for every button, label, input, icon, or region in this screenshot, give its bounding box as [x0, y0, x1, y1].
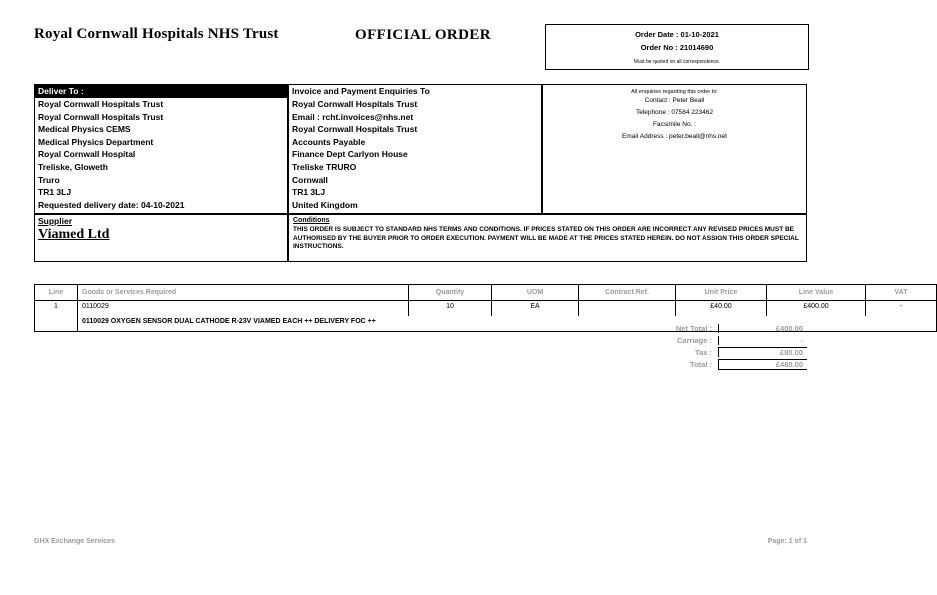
enquiries-email: Email Address : peter.beall@nhs.net — [622, 133, 727, 140]
invoice-line: Treliske TRURO — [292, 161, 357, 172]
deliver-to-line: Treliske, Gloweth — [38, 161, 108, 172]
deliver-to-line: TR1 3LJ — [38, 187, 72, 198]
cell-goods: 0110029 — [78, 301, 409, 317]
carriage-value: - — [718, 336, 807, 345]
totals-row-tax — [620, 346, 807, 358]
deliver-to-line: Truro — [38, 174, 60, 185]
cell-vat: - — [866, 301, 937, 317]
column-header-line-value: Line Value — [767, 285, 866, 301]
totals-row-carriage — [620, 334, 807, 346]
deliver-to-heading: Deliver To : — [35, 85, 287, 98]
cell-quantity: 10 — [409, 301, 492, 317]
cell-uom: EA — [492, 301, 579, 317]
carriage-label: Carriage : — [676, 335, 712, 345]
conditions-block — [288, 214, 807, 262]
total-label: Total : — [690, 359, 712, 369]
totals-row-net — [620, 322, 807, 334]
cell-line: 1 — [35, 301, 78, 317]
deliver-to-line: Royal Cornwall Hospitals Trust — [38, 111, 164, 122]
conditions-heading: Conditions — [293, 217, 330, 224]
cell-line-value: £400.00 — [767, 301, 866, 317]
invoice-line: Royal Cornwall Hospitals Trust — [292, 99, 418, 109]
total-value: £480.00 — [718, 359, 807, 370]
deliver-to-line: Medical Physics Department — [38, 136, 154, 147]
enquiries-note: All enquiries regarding this order to: — [631, 89, 718, 95]
footer-page-number: Page: 1 of 1 — [767, 538, 807, 545]
column-header-vat: VAT — [866, 285, 937, 301]
column-header-contract-ref: Contract Ref. — [579, 285, 676, 301]
enquiries-contact: Contact : Peter Beall — [644, 97, 705, 104]
column-header-line: Line — [35, 285, 78, 301]
totals-block — [620, 322, 807, 370]
cell-unit-price: £40.00 — [676, 301, 767, 317]
invoice-line: TR1 3LJ — [292, 187, 326, 198]
net-total-value: £400.00 — [718, 324, 807, 333]
invoice-email: Email : rcht.invoices@nhs.net — [292, 111, 414, 122]
invoice-enquiries-block — [288, 84, 542, 214]
supplier-heading: Supplier — [38, 216, 73, 226]
column-header-goods: Goods or Services Required — [78, 285, 409, 301]
table-header-row — [35, 285, 937, 301]
cell-description: 0110029 OXYGEN SENSOR DUAL CATHODE R-23V VIAMED EACH ++ DELIVERY FOC ++ — [78, 316, 937, 332]
invoice-line: Cornwall — [292, 174, 328, 185]
deliver-to-line: Royal Cornwall Hospital — [38, 149, 136, 160]
table-row — [35, 301, 937, 317]
enquiries-telephone: Telephone : 07584 223462 — [636, 109, 713, 116]
tax-label: Tax : — [695, 347, 712, 357]
column-header-quantity: Quantity — [409, 285, 492, 301]
invoice-line: United Kingdom — [292, 199, 358, 210]
invoice-line: Accounts Payable — [292, 136, 366, 147]
footer-service-name: GHX Exchange Services — [34, 538, 115, 545]
column-header-unit-price: Unit Price — [676, 285, 767, 301]
cell-description-spacer — [35, 316, 78, 332]
document-title: OFFICIAL ORDER — [355, 27, 492, 43]
order-note: Must be quoted on all correspondence. — [633, 59, 721, 65]
enquiries-facsimile: Facsimile No. : — [653, 121, 696, 128]
net-total-label: Net Total : — [675, 323, 712, 333]
column-header-uom: UOM — [492, 285, 579, 301]
invoice-line: Royal Cornwall Hospitals Trust — [292, 124, 418, 135]
requested-delivery-date: Requested delivery date: 04-10-2021 — [38, 199, 185, 210]
deliver-to-line: Medical Physics CEMS — [38, 124, 131, 135]
order-date: Order Date : 01-10-2021 — [635, 30, 719, 39]
organisation-title: Royal Cornwall Hospitals NHS Trust — [34, 26, 279, 42]
order-number: Order No : 21014690 — [640, 43, 714, 52]
totals-row-total — [620, 358, 807, 370]
order-enquiries-block — [542, 84, 807, 214]
supplier-name: Viamed Ltd — [38, 227, 110, 242]
cell-contract-ref — [579, 301, 676, 317]
supplier-block — [34, 214, 288, 262]
order-reference-box — [545, 24, 809, 70]
invoice-enquiries-heading: Invoice and Payment Enquiries To — [292, 86, 430, 96]
invoice-line: Finance Dept Carlyon House — [292, 149, 408, 160]
conditions-text: THIS ORDER IS SUBJECT TO STANDARD NHS TERMS AND CONDITIONS. IF PRICES STATED ON THIS ORDER ARE INCORRECT ANY REVISED PRICES MUST BE AUTHORISED BY THE BUYER PRIOR TO ORDER EXECUTION. PAYMENT WILL BE MADE AT THE PRICES STATED HEREIN. DO NOT ASSIGN THIS ORDER SPECIAL INSTRUCTIONS. — [293, 226, 799, 251]
deliver-to-block — [34, 84, 288, 214]
tax-value: £80.00 — [718, 347, 807, 357]
deliver-to-line: Royal Cornwall Hospitals Trust — [38, 99, 164, 109]
